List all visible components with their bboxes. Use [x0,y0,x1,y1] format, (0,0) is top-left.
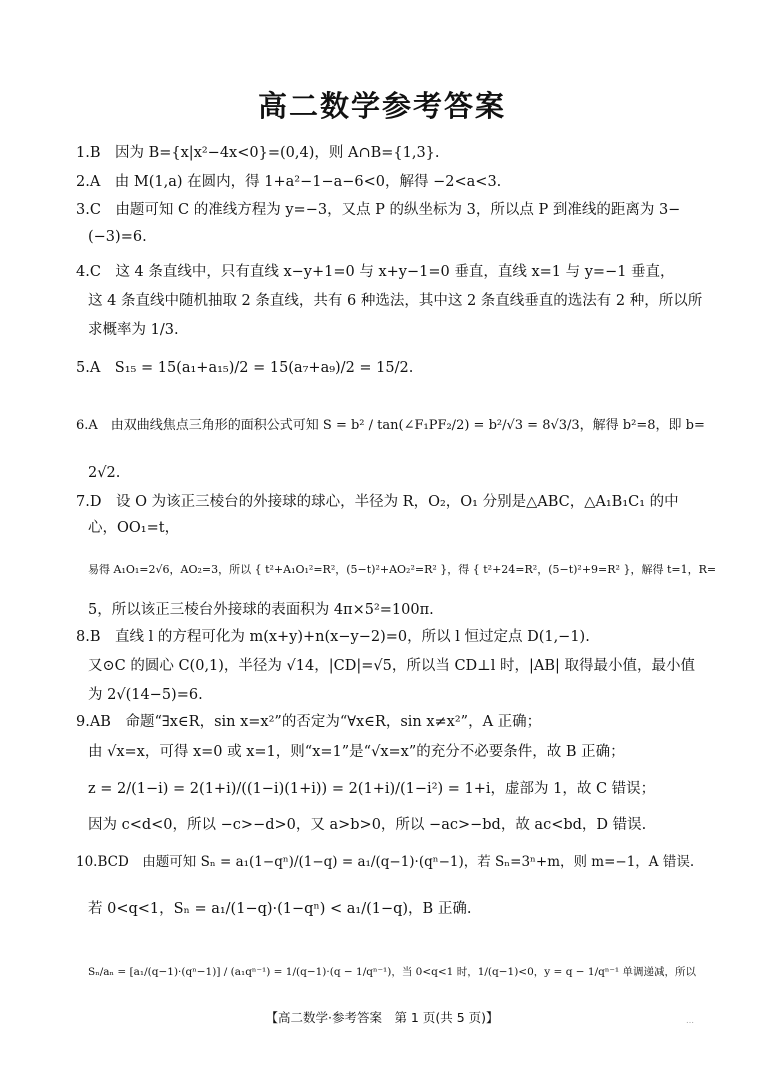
answer-line: 3.C 由题可知 C 的准线方程为 y=−3，又点 P 的纵坐标为 3，所以点 P 到准线的距离为 3− [76,202,681,218]
answer-line: 8.B 直线 l 的方程可化为 m(x+y)+n(x−y−2)=0，所以 l 恒过定点 D(1,−1). [76,629,590,645]
answer-line: 10.BCD 由题可知 Sₙ = a₁(1−qⁿ)/(1−q) = a₁/(q−1)·(qⁿ−1)，若 Sₙ=3ⁿ+m，则 m=−1，A 错误. [76,854,695,870]
answer-line: 为 2√(14−5)=6. [88,687,203,703]
answer-line: 若 0<q<1，Sₙ = a₁/(1−q)·(1−qⁿ) < a₁/(1−q)，B 正确. [88,901,472,917]
answer-line: 5.A S₁₅ = 15(a₁+a₁₅)/2 = 15(a₇+a₉)/2 = 15/2. [76,360,414,376]
answer-line: 9.AB 命题“∃x∈R，sin x=x²”的否定为“∀x∈R，sin x≠x²”，A 正确； [76,714,542,730]
answer-line: 这 4 条直线中随机抽取 2 条直线，共有 6 种选法，其中这 2 条直线垂直的选法有 2 种，所以所 [88,293,703,309]
answer-line: 1.B 因为 B={x|x²−4x<0}=(0,4)，则 A∩B={1,3}. [76,145,440,161]
answer-line: 由 √x=x，可得 x=0 或 x=1，则“x=1”是“√x=x”的充分不必要条件，故 B 正确； [88,744,625,760]
page-title: 高二数学参考答案 [257,89,506,123]
answer-line: 又⊙C 的圆心 C(0,1)，半径为 √14，|CD|=√5，所以当 CD⊥l 时，|AB| 取得最小值，最小值 [88,658,696,674]
answer-line: 心，OO₁=t， [88,520,180,536]
page-footer: 【高二数学·参考答案 第 1 页(共 5 页)】 [265,1010,499,1025]
answer-line: 5，所以该正三棱台外接球的表面积为 4π×5²=100π. [88,602,434,618]
answer-line: 求概率为 1/3. [88,322,179,338]
answer-line: z = 2/(1−i) = 2(1+i)/((1−i)(1+i)) = 2(1+i)/(1−i²) = 1+i，虚部为 1，故 C 错误； [88,781,656,797]
answer-line: 易得 A₁O₁=2√6，AO₂=3，所以 { t²+A₁O₁²=R²，(5−t)²+AO₂²=R² }，得 { t²+24=R²，(5−t)²+9=R² }，解得 t=1，R= [88,563,716,576]
answer-line: 6.A 由双曲线焦点三角形的面积公式可知 S = b² / tan(∠F₁PF₂/2) = b²/√3 = 8√3/3，解得 b²=8，即 b= [76,418,705,433]
answer-line: 2.A 由 M(1,a) 在圆内，得 1+a²−1−a−6<0，解得 −2<a<3. [76,174,502,190]
answer-line: 2√2. [88,465,121,481]
answer-line: Sₙ/aₙ = [a₁/(q−1)·(qⁿ−1)] / (a₁qⁿ⁻¹) = 1/(q−1)·(q − 1/qⁿ⁻¹)，当 0<q<1 时，1/(q−1)<0，y = q − 1/qⁿ⁻¹ 单调递减，所以 [88,966,696,978]
answer-line: (−3)=6. [88,229,147,245]
corner-mark: … [686,1016,694,1025]
answer-line: 4.C 这 4 条直线中，只有直线 x−y+1=0 与 x+y−1=0 垂直，直线 x=1 与 y=−1 垂直， [76,264,675,280]
answer-line: 因为 c<d<0，所以 −c>−d>0，又 a>b>0，所以 −ac>−bd，故 ac<bd，D 错误. [88,817,647,833]
answer-line: 7.D 设 O 为该正三棱台的外接球的球心，半径为 R，O₂，O₁ 分别是△ABC，△A₁B₁C₁ 的中 [76,494,679,510]
